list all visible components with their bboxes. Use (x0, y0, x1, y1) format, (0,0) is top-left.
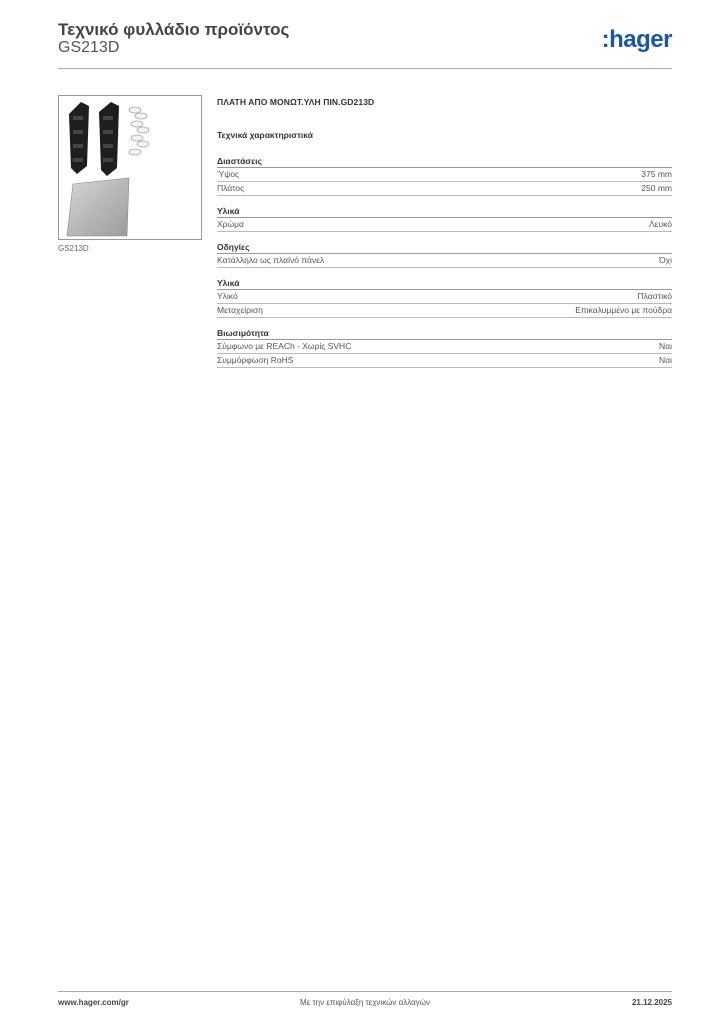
clips-icon (129, 107, 149, 155)
footer-notice: Με την επιφύλαξη τεχνικών αλλαγών (300, 998, 430, 1007)
footer-date: 21.12.2025 (631, 998, 672, 1007)
group-materials (217, 205, 672, 232)
group-title: Υλικά (217, 205, 672, 218)
plate-icon (67, 178, 129, 236)
spec-value: 250 mm (641, 183, 672, 193)
hager-logo: :hager (601, 26, 672, 53)
spec-label: Χρώμα (217, 219, 244, 229)
spec-label: Ύψος (217, 169, 240, 179)
spec-row (217, 340, 672, 354)
page-footer (58, 998, 672, 1010)
spec-value: Πλαστικό (637, 291, 672, 301)
spec-value: Ναι (659, 341, 672, 351)
product-illustration (59, 96, 201, 239)
group-title: Υλικά (217, 277, 672, 290)
spec-label: Κατάλληλο ως πλαϊνό πάνελ (217, 255, 325, 265)
spec-row (217, 254, 672, 268)
spec-label: Μεταχείριση (217, 305, 263, 315)
spec-label: Πλάτος (217, 183, 245, 193)
product-details (217, 97, 672, 377)
footer-divider (58, 991, 672, 992)
spec-value: Ναι (659, 355, 672, 365)
image-caption: GS213D (58, 244, 89, 253)
document-title: Τεχνικό φυλλάδιο προϊόντος (58, 20, 290, 39)
spec-row (217, 168, 672, 182)
spec-row (217, 182, 672, 196)
product-image (58, 95, 202, 240)
product-name: ΠΛΑΤΗ ΑΠΟ ΜΟΝΩΤ.ΥΛΗ ΠΙΝ.GD213D (217, 97, 375, 107)
technical-characteristics-heading: Τεχνικά χαρακτηριστικά (217, 130, 313, 140)
spec-label: Σύμφωνο με REACh - Χωρίς SVHC (217, 341, 352, 351)
spec-row (217, 218, 672, 232)
group-instructions (217, 241, 672, 268)
spec-value: Όχι (659, 255, 672, 265)
group-sustainability (217, 327, 672, 368)
bracket-right-icon (99, 102, 119, 176)
group-title: Διαστάσεις (217, 155, 672, 168)
group-title: Βιωσιμότητα (217, 327, 672, 340)
group-material-finish (217, 277, 672, 318)
group-dimensions (217, 155, 672, 196)
website-link[interactable]: www.hager.com/gr (58, 998, 129, 1007)
spec-value: Λευκό (649, 219, 672, 229)
spec-value: 375 mm (641, 169, 672, 179)
bracket-left-icon (69, 102, 89, 174)
spec-label: Υλικό (217, 291, 238, 301)
spec-value: Επικαλυμμένο με πούδρα (575, 305, 672, 315)
spec-label: Συμμόρφωση RoHS (217, 355, 294, 365)
spec-row (217, 354, 672, 368)
spec-row (217, 304, 672, 318)
group-title: Οδηγίες (217, 241, 672, 254)
spec-row (217, 290, 672, 304)
page-header (58, 20, 672, 70)
header-divider (58, 68, 672, 69)
product-code: GS213D (58, 39, 120, 56)
